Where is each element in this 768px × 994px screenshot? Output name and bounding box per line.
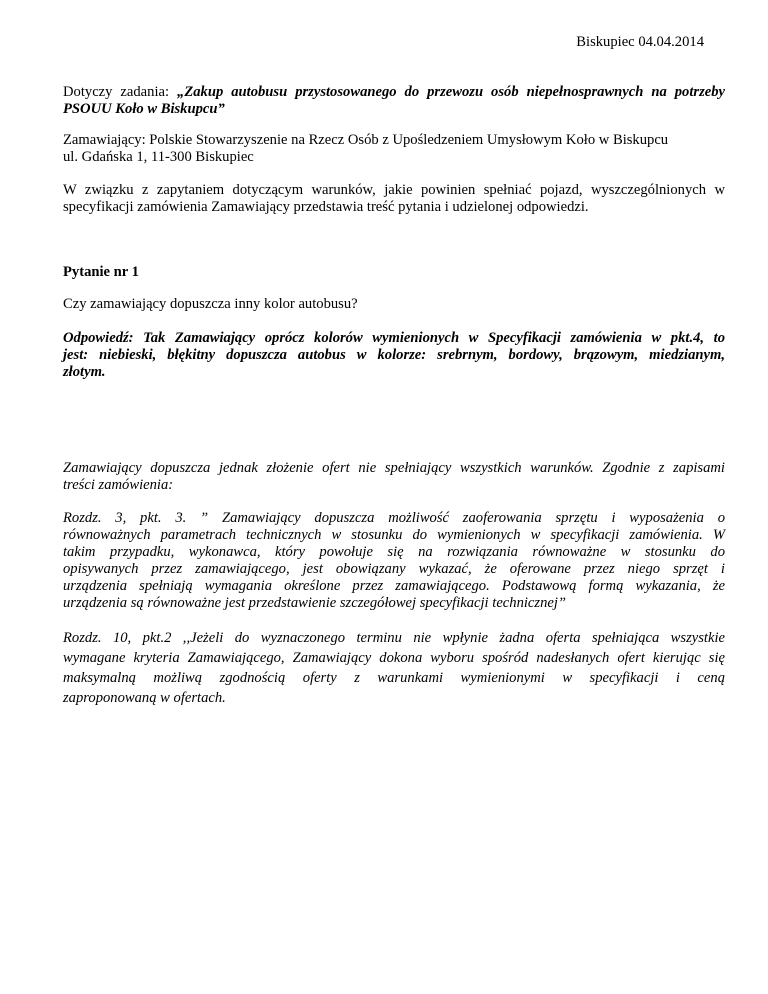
note-line-2: treści zamówienia:: [63, 477, 174, 493]
subject-line-1: [63, 84, 725, 101]
answer-line-3: złotym.: [63, 364, 106, 380]
subject-title-line-1: „Zakup autobusu przystosowanego do przewozu osób niepełnosprawnych na potrzeby: [177, 84, 726, 100]
quote-rozdz-3-line-5: urządzenia spełniają wymagania określone przez zamawiającego. Podstawową formą wykazania, że: [63, 578, 725, 594]
intro-line-1: W związku z zapytaniem dotyczącym warunków, jakie powinien spełniać pojazd, wyszczególnionych w: [63, 182, 725, 198]
quote-rozdz-3-line-3: takim przypadku, wykonawca, który powołuje się na rozwiązania równoważne w stosunku do: [63, 544, 725, 560]
quote-rozdz-10-line-2: wymagane kryteria Zamawiającego, Zamawiający dokona wyboru spośród nadesłanych ofert kierując się: [63, 650, 725, 666]
answer-paragraph: [63, 330, 725, 381]
quote-rozdz-3-line-6: urządzenia są równoważne jest przedstawienie szczegółowej specyfikacji technicznej”: [63, 595, 567, 611]
answer-line-2: jest: niebieski, błękitny dopuszcza autobus w kolorze: srebrnym, bordowy, brązowym, miedzianym,: [63, 347, 725, 363]
quote-rozdz-10-line-4: zaproponowaną w ofertach.: [63, 690, 226, 706]
date-line: Biskupiec 04.04.2014: [576, 34, 704, 50]
quote-rozdz-3-paragraph: [63, 510, 725, 612]
quote-rozdz-10-line-1: Rozdz. 10, pkt.2 ,,Jeżeli do wyznaczonego terminu nie wpłynie żadna oferta spełniająca wszystkie: [63, 630, 725, 646]
intro-line-2: specyfikacji zamówienia Zamawiający przedstawia treść pytania i udzielonej odpowiedzi.: [63, 199, 589, 215]
question-heading: Pytanie nr 1: [63, 264, 139, 280]
intro-paragraph: [63, 182, 725, 216]
question-text: Czy zamawiający dopuszcza inny kolor autobusu?: [63, 296, 358, 312]
quote-rozdz-3-line-2: równoważnych parametrach technicznych w stosunku do wymienionych w specyfikacji zamówienia. W: [63, 527, 725, 543]
note-line-1: Zamawiający dopuszcza jednak złożenie ofert nie spełniający wszystkich warunków. Zgodnie z zapisami: [63, 460, 725, 476]
quote-rozdz-10-paragraph: [63, 628, 725, 708]
contracting-party-line-2: ul. Gdańska 1, 11-300 Biskupiec: [63, 149, 254, 165]
quote-rozdz-10-line-3: maksymalną możliwą zgodnością oferty z warunkami wymienionymi w specyfikacji i ceną: [63, 670, 725, 686]
subject-paragraph: [63, 84, 725, 118]
note-paragraph: [63, 460, 725, 494]
quote-rozdz-3-line-4: opisywanych przez zamawiającego, jest obowiązany wykazać, że oferowane przez niego sprzęt i: [63, 561, 725, 577]
contracting-party-paragraph: [63, 132, 725, 166]
subject-prefix: Dotyczy zadania:: [63, 84, 178, 100]
contracting-party-line-1: Zamawiający: Polskie Stowarzyszenie na Rzecz Osób z Upośledzeniem Umysłowym Koło w Biskupcu: [63, 132, 669, 148]
answer-line-1: Odpowiedź: Tak Zamawiający oprócz kolorów wymienionych w Specyfikacji zamówienia w pkt.4, to: [63, 330, 725, 346]
subject-title-line-2: PSOUU Koło w Biskupcu”: [63, 101, 225, 117]
quote-rozdz-3-line-1: Rozdz. 3, pkt. 3. ” Zamawiający dopuszcza możliwość zaoferowania sprzętu i wyposażenia o: [63, 510, 725, 526]
